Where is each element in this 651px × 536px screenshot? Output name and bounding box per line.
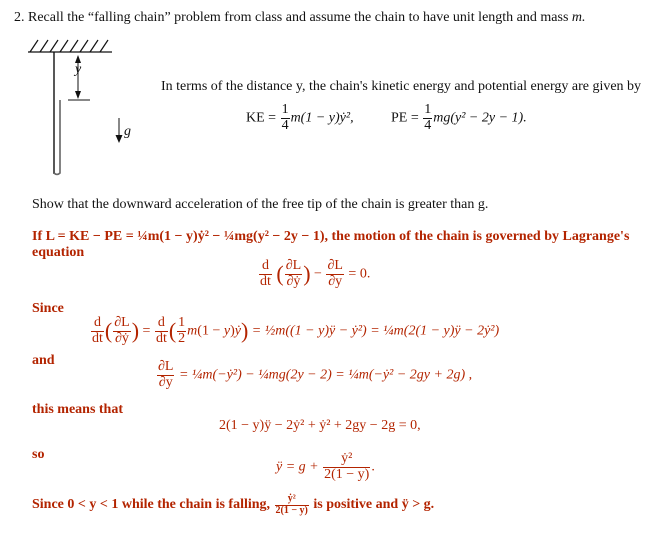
ke-fraction: $\frac{1}{4}$ bbox=[281, 102, 289, 133]
since-label: Since bbox=[32, 301, 64, 316]
means-equation: 2(1 − y)ÿ − 2ẏ² + ẏ² + 2gy − 2g = 0, bbox=[219, 418, 421, 433]
so-equation: ÿ = g + $\frac{\text{ẏ²}}{2(1 - y)}$ . bbox=[276, 451, 375, 482]
y-arrow-down bbox=[75, 91, 81, 99]
so-lhs: ÿ = g + bbox=[276, 459, 319, 475]
problem-mass-var: m. bbox=[571, 10, 586, 25]
solution-intro: If L = KE − PE = ¼m(1 − y)ẏ² − ¼mg(y² − 2y − 1), the motion of the chain is governed by Lagrange's bbox=[32, 229, 630, 244]
and-label: and bbox=[32, 353, 55, 368]
pe-fraction: $\frac{1}{4}$ bbox=[424, 102, 432, 133]
diagram-y-label: y bbox=[75, 62, 82, 77]
energy-intro: In terms of the distance y, the chain's kinetic energy and potential energy are given by bbox=[161, 79, 642, 94]
problem-number: 2. bbox=[14, 10, 25, 25]
means-label: this means that bbox=[32, 402, 124, 417]
ceiling-hatch bbox=[28, 40, 112, 52]
ke-equation bbox=[246, 103, 354, 133]
pe-equation bbox=[391, 103, 527, 133]
diagram-g-label: g bbox=[124, 124, 131, 139]
moving-chain-strand bbox=[54, 100, 60, 175]
lagrange-equation: $\frac{d}{dt}$ ( $\frac{\partial L}{\text{∂ẏ}}$ ) − $\frac{\partial L}{\partial y}$ = 0. bbox=[260, 258, 371, 289]
ke-label: KE = bbox=[246, 110, 277, 126]
problem-text: Recall the “falling chain” problem from class and assume the chain to have unit length and mass bbox=[28, 10, 569, 25]
conclusion-tail: is positive and ÿ > g. bbox=[313, 497, 435, 513]
ke-expression: m(1 − y)ẏ², bbox=[290, 110, 354, 126]
solution-intro-cont: equation bbox=[32, 245, 85, 260]
and-equation: $\frac{\partial L}{\partial y}$ = ¼m(−ẏ²) − ¼mg(2y − 2) = ¼m(−ẏ² − 2gy + 2g) , bbox=[158, 359, 473, 390]
since-rhs: = ½m((1 − y)ÿ − ẏ²) = ¼m(2(1 − y)ÿ − 2ẏ²) bbox=[251, 323, 500, 339]
task-statement: Show that the downward acceleration of the free tip of the chain is greater than g. bbox=[32, 197, 489, 212]
since-equation: $\frac{d}{dt}$ ( $\frac{\partial L}{\text{∂ẏ}}$ ) = $\frac{d}{dt}$ ( $\frac{1}{2}$ m(1 − y)ẏ) = ½m((1 − y)ÿ − ẏ²) = ¼m(2(1 − y)ÿ − 2ẏ²) bbox=[92, 315, 500, 346]
g-arrow-head bbox=[116, 135, 123, 143]
conclusion: Since 0 < y < 1 while the chain is falling, $\frac{\text{ẏ²}}{2(1 - y)}$ is positive and ÿ > g. bbox=[32, 493, 435, 516]
and-rhs: = ¼m(−ẏ²) − ¼mg(2y − 2) = ¼m(−ẏ² − 2gy + 2g) , bbox=[178, 367, 473, 383]
pe-expression: mg(y² − 2y − 1). bbox=[433, 110, 527, 126]
so-label: so bbox=[32, 447, 45, 462]
conclusion-text: Since 0 < y < 1 while the chain is falling, bbox=[32, 497, 271, 513]
falling-chain-diagram bbox=[26, 34, 146, 184]
problem-statement bbox=[14, 10, 586, 26]
lagrange-tail: = 0. bbox=[344, 266, 371, 282]
pe-label: PE = bbox=[391, 110, 419, 126]
